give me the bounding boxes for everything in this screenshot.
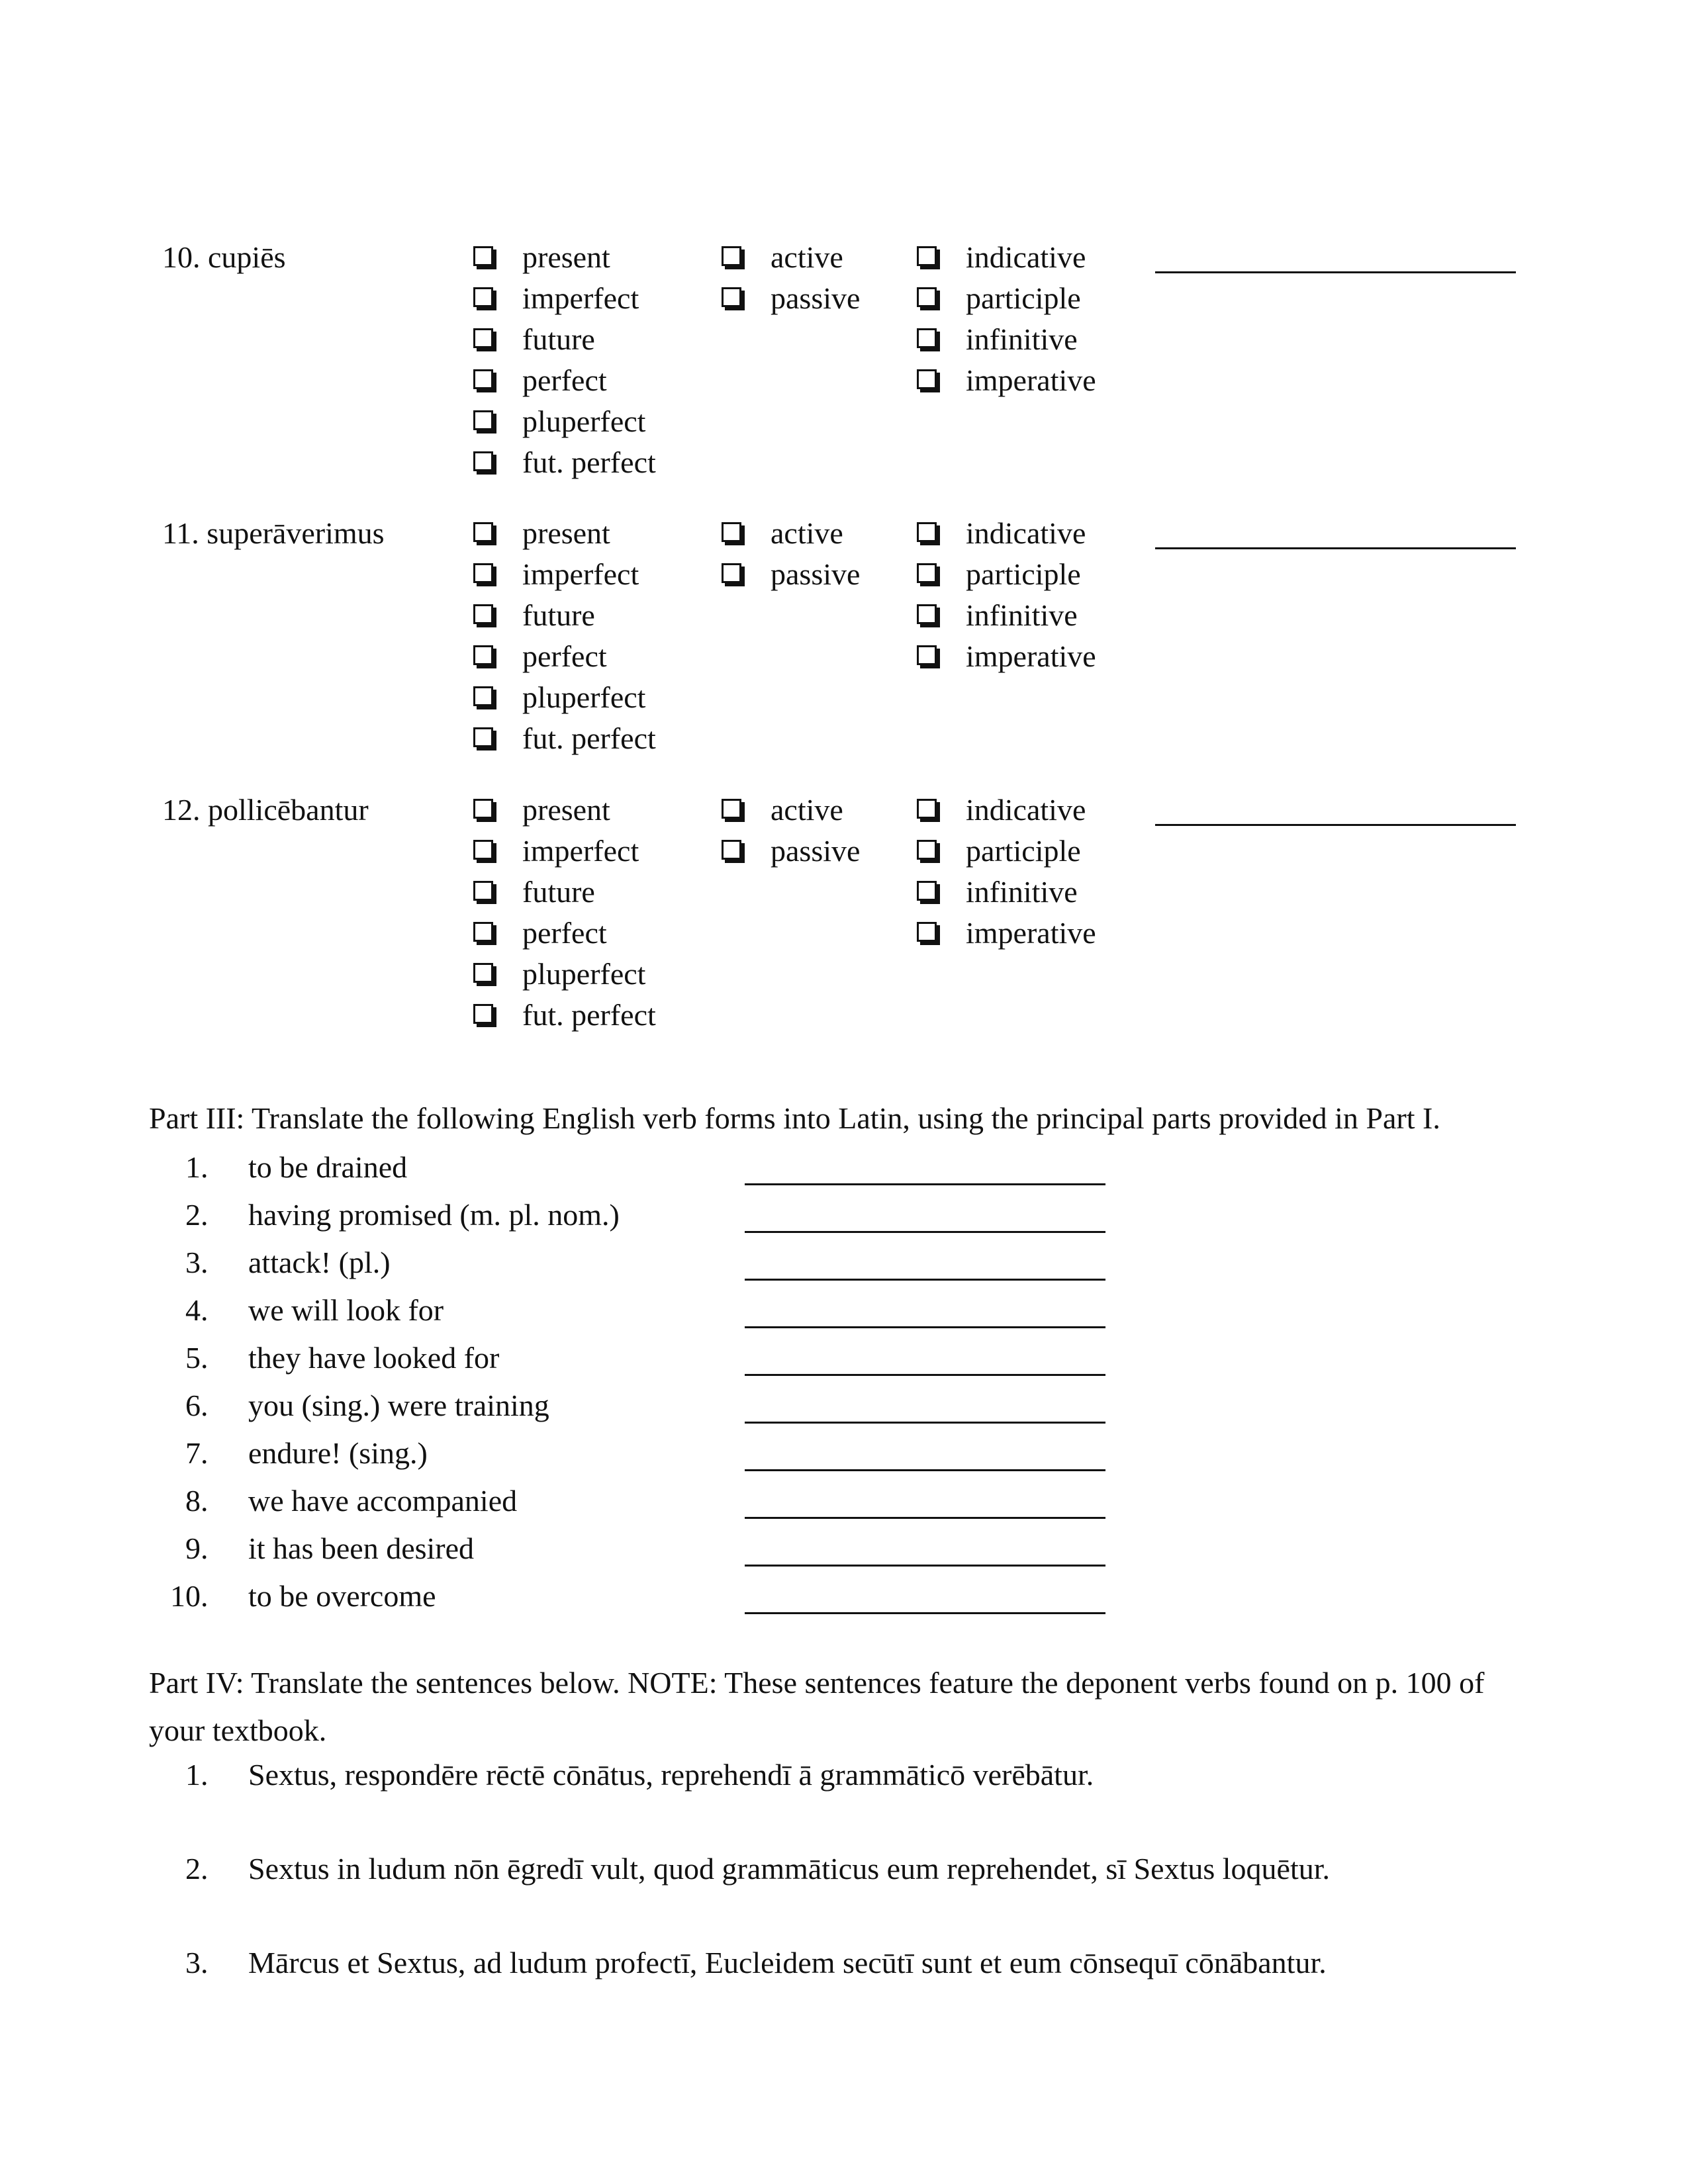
verb-number: 10.: [162, 240, 201, 274]
tense-option-imperfect[interactable]: imperfect: [473, 554, 656, 595]
checkbox-icon[interactable]: [917, 840, 937, 860]
mood-options: [917, 237, 1096, 401]
answer-blank[interactable]: [745, 1239, 1105, 1281]
mood-option-indicative[interactable]: indicative: [917, 237, 1096, 278]
answer-blank[interactable]: [745, 1382, 1105, 1424]
mood-option-indicative[interactable]: indicative: [917, 790, 1096, 831]
tense-option-fut-perfect[interactable]: fut. perfect: [473, 442, 656, 483]
checkbox-icon[interactable]: [722, 522, 741, 542]
verb-label: [162, 513, 385, 554]
mood-option-participle[interactable]: participle: [917, 831, 1096, 872]
part-4-heading: Part IV: Translate the sentences below. NOTE: These sentences feature the deponent verbs found on p. 100 of your textbook.: [149, 1666, 1485, 1747]
checkbox-icon[interactable]: [473, 287, 493, 307]
voice-option-active[interactable]: active: [722, 790, 860, 831]
voice-option-active[interactable]: active: [722, 513, 860, 554]
answer-blank[interactable]: [745, 1334, 1105, 1376]
answer-blank[interactable]: [1155, 237, 1516, 273]
verb-item-12: [162, 790, 1519, 1054]
checkbox-icon[interactable]: [917, 246, 937, 266]
list-item: 8. we have accompanied: [185, 1477, 620, 1525]
checkbox-icon[interactable]: [722, 840, 741, 860]
checkbox-icon[interactable]: [473, 246, 493, 266]
list-item: 7. endure! (sing.): [185, 1430, 620, 1477]
mood-option-indicative[interactable]: indicative: [917, 513, 1096, 554]
sentence-text: Sextus in ludum nōn ēgredī vult, quod grammāticus eum reprehendet, sī Sextus loquētur.: [248, 1852, 1331, 1886]
tense-option-present[interactable]: present: [473, 513, 656, 554]
checkbox-icon[interactable]: [473, 1004, 493, 1024]
checkbox-icon[interactable]: [473, 410, 493, 430]
tense-option-perfect[interactable]: perfect: [473, 360, 656, 401]
mood-option-infinitive[interactable]: infinitive: [917, 595, 1096, 636]
checkbox-icon[interactable]: [917, 645, 937, 665]
part-3-heading: Part III: Translate the following English verb forms into Latin, using the principal parts provided in Part I.: [149, 1101, 1440, 1135]
mood-option-imperative[interactable]: imperative: [917, 360, 1096, 401]
tense-option-pluperfect[interactable]: pluperfect: [473, 677, 656, 718]
list-item: 3. attack! (pl.): [185, 1239, 620, 1287]
answer-blank[interactable]: [745, 1144, 1105, 1185]
voice-options: [722, 513, 860, 595]
list-item: 5. they have looked for: [185, 1334, 620, 1382]
answer-blank[interactable]: [745, 1572, 1105, 1614]
part-3-list: [170, 1144, 620, 1620]
tense-option-future[interactable]: future: [473, 595, 656, 636]
checkbox-icon[interactable]: [917, 522, 937, 542]
tense-option-fut-perfect[interactable]: fut. perfect: [473, 995, 656, 1036]
checkbox-icon[interactable]: [473, 881, 493, 901]
checkbox-icon[interactable]: [473, 645, 493, 665]
list-item: 1. to be drained: [185, 1144, 620, 1191]
checkbox-icon[interactable]: [473, 563, 493, 583]
prompt-text: having promised (m. pl. nom.): [248, 1198, 620, 1232]
answer-blank[interactable]: [1155, 790, 1516, 826]
voice-option-passive[interactable]: passive: [722, 554, 860, 595]
tense-option-pluperfect[interactable]: pluperfect: [473, 401, 656, 442]
checkbox-icon[interactable]: [473, 604, 493, 624]
mood-option-participle[interactable]: participle: [917, 554, 1096, 595]
checkbox-icon[interactable]: [722, 287, 741, 307]
answer-blank[interactable]: [745, 1191, 1105, 1233]
checkbox-icon[interactable]: [473, 686, 493, 706]
voice-options: [722, 790, 860, 872]
list-item: 10. to be overcome: [185, 1572, 620, 1620]
answer-blank[interactable]: [745, 1477, 1105, 1519]
answer-blank[interactable]: [745, 1430, 1105, 1471]
checkbox-icon[interactable]: [473, 328, 493, 348]
checkbox-icon[interactable]: [473, 963, 493, 983]
tense-option-future[interactable]: future: [473, 319, 656, 360]
sentence-text: Mārcus et Sextus, ad ludum profectī, Eucleidem secūtī sunt et eum cōnsequī cōnābantur.: [248, 1946, 1327, 1979]
verb-label: [162, 237, 286, 278]
tense-options: [473, 790, 656, 1036]
mood-options: [917, 513, 1096, 677]
mood-option-infinitive[interactable]: infinitive: [917, 872, 1096, 913]
checkbox-icon[interactable]: [917, 328, 937, 348]
voice-option-passive[interactable]: passive: [722, 278, 860, 319]
verb-number: 11.: [162, 516, 199, 550]
tense-option-future[interactable]: future: [473, 872, 656, 913]
tense-option-perfect[interactable]: perfect: [473, 913, 656, 954]
mood-option-imperative[interactable]: imperative: [917, 636, 1096, 677]
prompt-text: we will look for: [248, 1293, 444, 1327]
tense-option-imperfect[interactable]: imperfect: [473, 831, 656, 872]
voice-option-active[interactable]: active: [722, 237, 860, 278]
answer-blank[interactable]: [1155, 513, 1516, 549]
prompt-text: they have looked for: [248, 1341, 500, 1375]
list-item: 6. you (sing.) were training: [185, 1382, 620, 1430]
tense-option-pluperfect[interactable]: pluperfect: [473, 954, 656, 995]
list-item: 4. we will look for: [185, 1287, 620, 1334]
answer-blank[interactable]: [745, 1525, 1105, 1567]
tense-options: [473, 237, 656, 483]
prompt-text: we have accompanied: [248, 1484, 518, 1518]
prompt-text: to be overcome: [248, 1579, 436, 1613]
verb-word: superāverimus: [207, 516, 385, 550]
tense-option-fut-perfect[interactable]: fut. perfect: [473, 718, 656, 759]
list-item: 2. having promised (m. pl. nom.): [185, 1191, 620, 1239]
mood-option-imperative[interactable]: imperative: [917, 913, 1096, 954]
checkbox-icon[interactable]: [722, 246, 741, 266]
prompt-text: you (sing.) were training: [248, 1388, 549, 1422]
checkbox-icon[interactable]: [473, 799, 493, 819]
mood-option-participle[interactable]: participle: [917, 278, 1096, 319]
tense-options: [473, 513, 656, 759]
checkbox-icon[interactable]: [917, 799, 937, 819]
checkbox-icon[interactable]: [473, 522, 493, 542]
list-item: 9. it has been desired: [185, 1525, 620, 1572]
prompt-text: attack! (pl.): [248, 1246, 391, 1279]
voice-option-passive[interactable]: passive: [722, 831, 860, 872]
checkbox-icon[interactable]: [917, 922, 937, 942]
sentence-text: Sextus, respondēre rēctē cōnātus, reprehendī ā grammāticō verēbātur.: [248, 1758, 1094, 1792]
checkbox-icon[interactable]: [722, 563, 741, 583]
checkbox-icon[interactable]: [473, 727, 493, 747]
verb-word: pollicēbantur: [208, 793, 369, 827]
sentence-item: 2. Sextus in ludum nōn ēgredī vult, quod grammāticus eum reprehendet, sī Sextus loquētur.: [185, 1852, 1331, 1886]
answer-blank[interactable]: [745, 1287, 1105, 1328]
checkbox-icon[interactable]: [473, 922, 493, 942]
voice-options: [722, 237, 860, 319]
prompt-text: to be drained: [248, 1150, 408, 1184]
tense-option-present[interactable]: present: [473, 790, 656, 831]
tense-option-imperfect[interactable]: imperfect: [473, 278, 656, 319]
checkbox-icon[interactable]: [722, 799, 741, 819]
verb-word: cupiēs: [208, 240, 286, 274]
verb-label: [162, 790, 369, 831]
checkbox-icon[interactable]: [473, 840, 493, 860]
checkbox-icon[interactable]: [917, 287, 937, 307]
verb-item-11: [162, 513, 1519, 778]
tense-option-perfect[interactable]: perfect: [473, 636, 656, 677]
verb-item-10: [162, 237, 1519, 502]
tense-option-present[interactable]: present: [473, 237, 656, 278]
checkbox-icon[interactable]: [473, 451, 493, 471]
verb-number: 12.: [162, 793, 201, 827]
mood-options: [917, 790, 1096, 954]
checkbox-icon[interactable]: [917, 881, 937, 901]
prompt-text: it has been desired: [248, 1531, 475, 1565]
checkbox-icon[interactable]: [917, 604, 937, 624]
sentence-item: 1. Sextus, respondēre rēctē cōnātus, reprehendī ā grammāticō verēbātur.: [185, 1758, 1094, 1792]
prompt-text: endure! (sing.): [248, 1436, 428, 1470]
sentence-item: 3. Mārcus et Sextus, ad ludum profectī, Eucleidem secūtī sunt et eum cōnsequī cōnābantur.: [185, 1946, 1327, 1979]
checkbox-icon[interactable]: [473, 369, 493, 389]
checkbox-icon[interactable]: [917, 563, 937, 583]
checkbox-icon[interactable]: [917, 369, 937, 389]
mood-option-infinitive[interactable]: infinitive: [917, 319, 1096, 360]
